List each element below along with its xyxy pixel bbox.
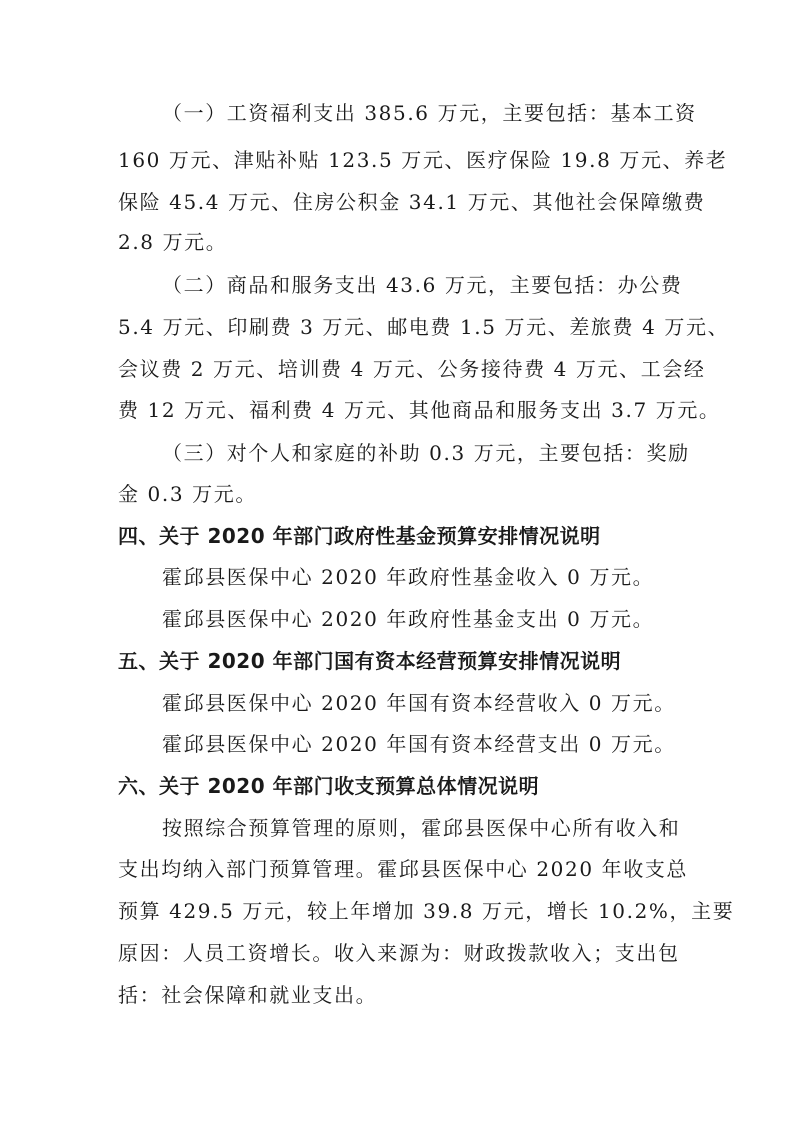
paragraph-3-line-2: 金 0.3 万元。 [118,482,257,506]
section-4-line-1: 霍邱县医保中心 2020 年政府性基金收入 0 万元。 [162,565,655,589]
section-6-line-2: 支出均纳入部门预算管理。霍邱县医保中心 2020 年收支总 [118,857,689,881]
paragraph-2-line-2: 5.4 万元、印刷费 3 万元、邮电费 1.5 万元、差旅费 4 万元、 [118,315,730,339]
section-6-line-5: 括：社会保障和就业支出。 [118,983,378,1007]
paragraph-3-line-1: （三）对个人和家庭的补助 0.3 万元，主要包括：奖励 [162,441,690,465]
section-4-line-2: 霍邱县医保中心 2020 年政府性基金支出 0 万元。 [162,607,655,631]
paragraph-1-line-4: 2.8 万元。 [118,230,228,254]
paragraph-2-line-3: 会议费 2 万元、培训费 4 万元、公务接待费 4 万元、工会经 [118,357,706,381]
section-5-line-2: 霍邱县医保中心 2020 年国有资本经营支出 0 万元。 [162,732,676,756]
section-5-line-1: 霍邱县医保中心 2020 年国有资本经营收入 0 万元。 [162,691,676,715]
paragraph-1-line-2: 160 万元、津贴补贴 123.5 万元、医疗保险 19.8 万元、养老 [118,148,728,172]
section-6-line-3: 预算 429.5 万元，较上年增加 39.8 万元，增长 10.2%，主要 [118,899,735,923]
section-4-heading: 四、关于 2020 年部门政府性基金预算安排情况说明 [118,524,601,548]
paragraph-1-line-1: （一）工资福利支出 385.6 万元，主要包括：基本工资 [162,101,697,125]
section-6-line-4: 原因：人员工资增长。收入来源为：财政拨款收入；支出包 [118,941,680,965]
section-6-line-1: 按照综合预算管理的原则，霍邱县医保中心所有收入和 [162,816,681,840]
paragraph-1-line-3: 保险 45.4 万元、住房公积金 34.1 万元、其他社会保障缴费 [118,190,706,214]
paragraph-2-line-4: 费 12 万元、福利费 4 万元、其他商品和服务支出 3.7 万元。 [118,398,721,422]
section-5-heading: 五、关于 2020 年部门国有资本经营预算安排情况说明 [118,649,622,673]
paragraph-2-line-1: （二）商品和服务支出 43.6 万元，主要包括：办公费 [162,273,683,297]
section-6-heading: 六、关于 2020 年部门收支预算总体情况说明 [118,774,540,798]
